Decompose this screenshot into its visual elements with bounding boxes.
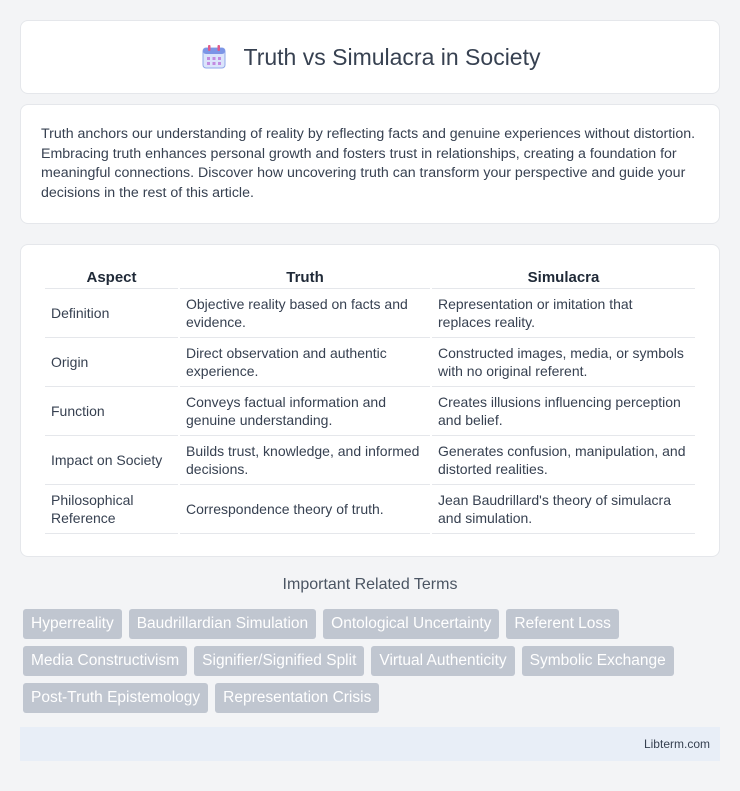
table-row — [45, 485, 695, 534]
table-cell: Direct observation and authentic experience. — [180, 338, 430, 387]
term-tag-virtual-authenticity[interactable]: Virtual Authenticity — [371, 646, 514, 676]
table-cell: Conveys factual information and genuine understanding. — [180, 387, 430, 436]
table-cell: Jean Baudrillard's theory of simulacra and simulation. — [432, 485, 695, 534]
term-tag-symbolic-exchange[interactable]: Symbolic Exchange — [522, 646, 674, 676]
term-tag-post-truth-epistemology[interactable]: Post-Truth Epistemology — [23, 683, 208, 713]
table-cell: Correspondence theory of truth. — [180, 485, 430, 534]
table-cell: Philosophical Reference — [45, 485, 178, 534]
page-title: Truth vs Simulacra in Society — [243, 43, 541, 70]
term-tag-referent-loss[interactable]: Referent Loss — [506, 609, 619, 639]
related-terms-list — [23, 609, 723, 713]
table-row — [45, 387, 695, 436]
term-tag-baudrillardian-simulation[interactable]: Baudrillardian Simulation — [129, 609, 316, 639]
table-cell: Objective reality based on facts and evidence. — [180, 289, 430, 338]
calendar-icon — [200, 43, 228, 71]
table-row — [45, 338, 695, 387]
footer-brand-link[interactable]: Libterm.com — [643, 737, 710, 751]
comparison-table — [43, 267, 697, 534]
table-cell: Builds trust, knowledge, and informed decisions. — [180, 436, 430, 485]
footer — [20, 727, 720, 761]
term-tag-media-constructivism[interactable]: Media Constructivism — [23, 646, 187, 676]
table-cell: Generates confusion, manipulation, and distorted realities. — [432, 436, 695, 485]
term-tag-representation-crisis[interactable]: Representation Crisis — [215, 683, 379, 713]
table-cell: Definition — [45, 289, 178, 338]
table-row — [45, 289, 695, 338]
column-header-simulacra: Simulacra — [432, 267, 695, 289]
table-header-row — [45, 267, 695, 289]
intro-card — [20, 104, 720, 224]
related-terms-title: Important Related Terms — [282, 576, 458, 593]
table-cell: Constructed images, media, or symbols with no original referent. — [432, 338, 695, 387]
column-header-truth: Truth — [180, 267, 430, 289]
term-tag-hyperreality[interactable]: Hyperreality — [23, 609, 122, 639]
term-tag-ontological-uncertainty[interactable]: Ontological Uncertainty — [323, 609, 499, 639]
table-row — [45, 436, 695, 485]
table-cell: Representation or imitation that replaces reality. — [432, 289, 695, 338]
comparison-table-card — [20, 244, 720, 557]
term-tag-signifier-signified-split[interactable]: Signifier/Signified Split — [194, 646, 364, 676]
column-header-aspect: Aspect — [45, 267, 178, 289]
table-cell: Origin — [45, 338, 178, 387]
intro-text: Truth anchors our understanding of reality by reflecting facts and genuine experiences without distortion. Embracing truth enhances personal growth and fosters trust in relationships, creating a foundation for meaningful connections. Discover how uncovering truth can transform your perspective and guide your decisions in the rest of this article. — [41, 126, 696, 201]
table-cell: Impact on Society — [45, 436, 178, 485]
table-cell: Creates illusions influencing perception and belief. — [432, 387, 695, 436]
table-cell: Function — [45, 387, 178, 436]
header-card — [20, 20, 720, 94]
